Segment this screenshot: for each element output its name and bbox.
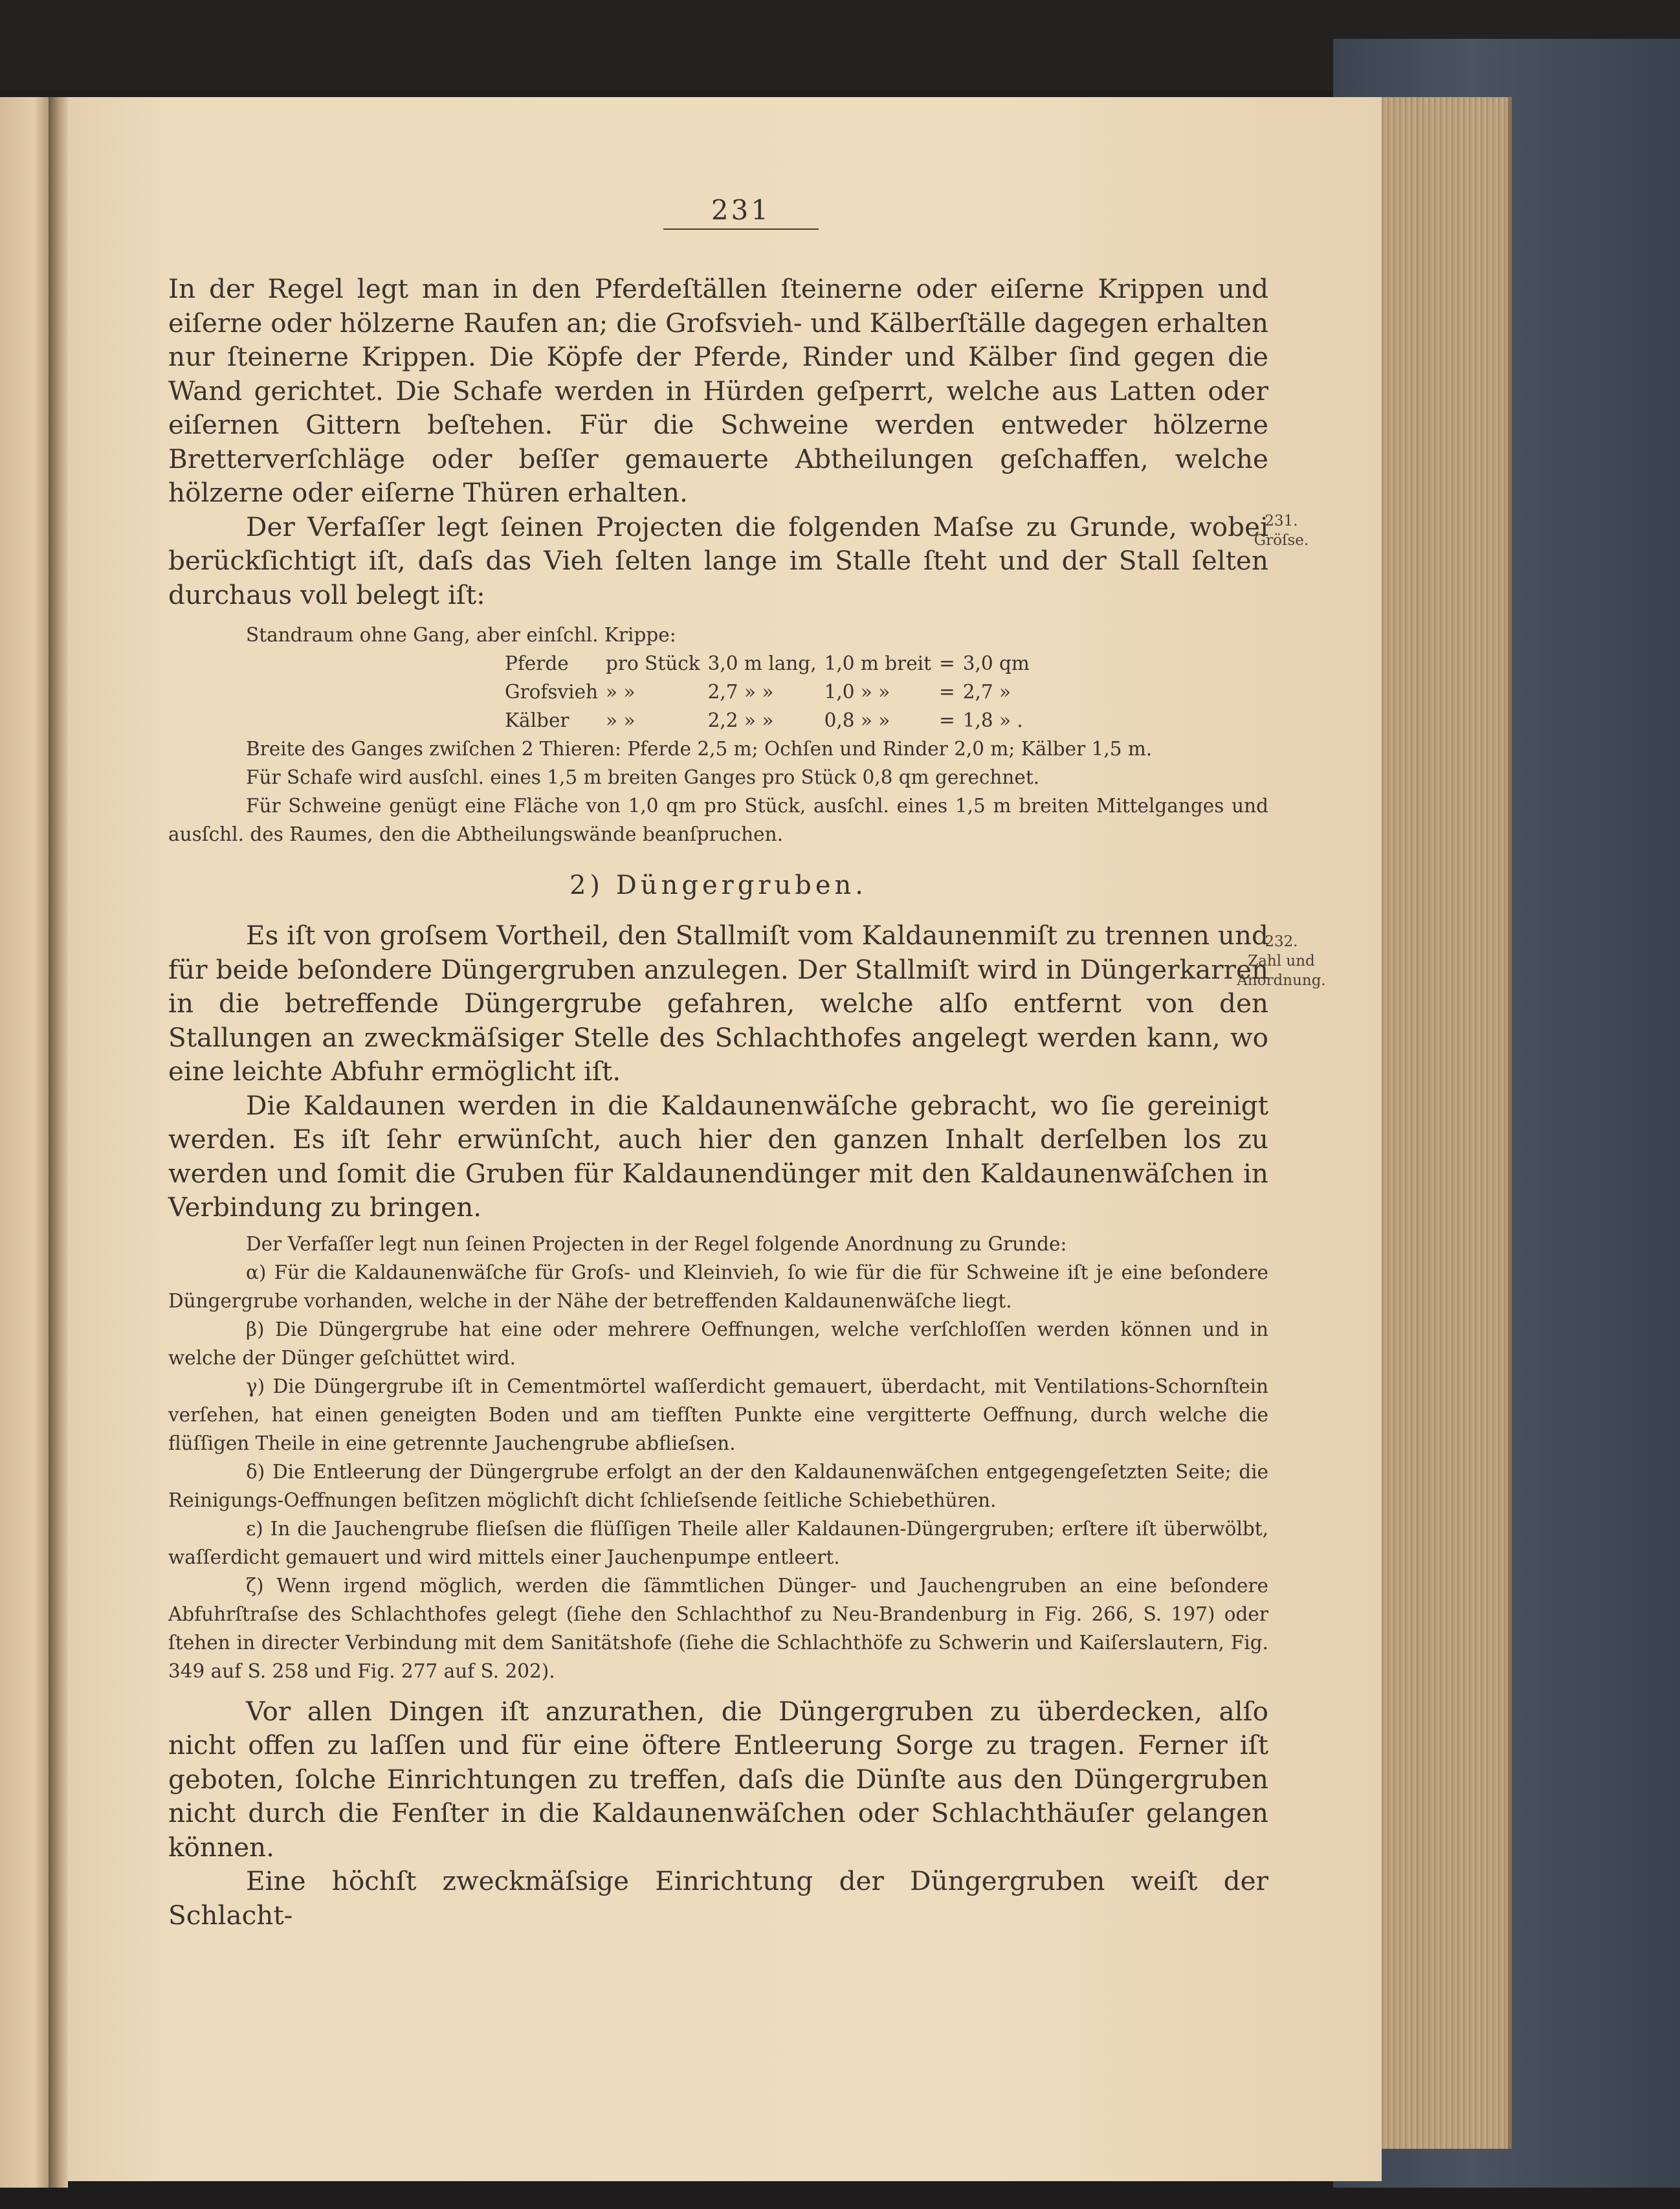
table-row [505,649,1037,678]
small-paragraph: α) Für die Kaldaunenwäſche für Groſs- und Kleinvieh, ſo wie für die für Schweine iſt je eine beſondere Düngergrube vorhanden, welche in der Nähe der betreffenden Kaldaunenwäſche liegt. [168,1261,1268,1312]
page-number: 231 [663,194,819,230]
paragraph: Es iſt von groſsem Vortheil, den Stallmiſt vom Kaldaunenmiſt zu trennen und für beide beſondere Düngergruben anzulegen. Der Stallmiſt wird in Düngerkarren in die betreffende Düngergrube gefahren, welche alſo entfernt von den Stallungen an zweckmäſsiger Stelle des Schlachthofes angelegt werden kann, wo eine leichte Abfuhr ermöglicht iſt. [168,920,1268,1087]
table-cell: Grofsvieh [505,681,599,703]
small-paragraph: ε) In die Jauchengrube flieſsen die flüſſigen Theile aller Kaldaunen-Düngergruben; erſtere iſt überwölbt, waſſerdicht gemauert und wird mittels einer Jauchenpumpe entleert. [168,1517,1268,1568]
margin-note-number: 232. [1265,933,1298,950]
table-cell: 2,7 » [962,681,1011,703]
small-print-block [168,1230,1268,1685]
table-cell: » » [606,681,636,703]
table-cell: Pferde [505,652,569,674]
small-paragraph: Für Schweine genügt eine Fläche von 1,0 qm pro Stück, ausſchl. eines 1,5 m breiten Mittelganges und ausſchl. des Raumes, den die Abtheilungswände beanſpruchen. [168,795,1268,845]
table-cell: = [938,709,955,731]
page-stack-edges [1378,97,1512,2149]
table-cell: Kälber [505,709,569,731]
small-paragraph: ζ) Wenn irgend möglich, werden die ſämmtlichen Dünger- und Jauchengruben an eine beſondere Abfuhrſtraſse des Schlachthofes gelegt (ſiehe den Schlachthof zu Neu-Brandenburg in Fig. 266, S. 197) oder ſtehen in directer Verbindung mit dem Sanitätshofe (ſiehe die Schlachthöfe zu Schwerin und Kaiſerslautern, Fig. 349 auf S. 258 und Fig. 277 auf S. 202). [168,1574,1268,1682]
section-heading: 2) Düngergruben. [569,871,867,900]
table-cell: = [938,681,955,703]
margin-note-label: Zahl und Anordnung. [1237,953,1326,989]
paragraph: Eine höchſt zweckmäſsige Einrichtung der Düngergruben weiſt der Schlacht- [168,1865,1268,1931]
page-body [168,272,1268,1932]
table-cell: = [938,652,955,674]
table-cell: 0,8 » » [824,709,890,731]
table-cell: pro Stück [606,652,700,674]
margin-note-label: Gröſse. [1254,532,1309,549]
book-page [68,97,1382,2181]
book-gutter [49,97,68,2188]
standraum-block [168,621,1268,735]
paragraph: Der Verfaſſer legt ſeinen Projecten die folgenden Maſse zu Grunde, wobei berückſichtigt iſt, daſs das Vieh ſelten lange im Stalle ſteht und der Stall ſelten durchaus voll belegt iſt: [168,511,1268,610]
margin-note-number: 231. [1265,513,1298,529]
small-paragraph: δ) Die Entleerung der Düngergrube erfolgt an der den Kaldaunenwäſchen entgegengeſetzten Seite; die Reinigungs-Oeffnungen beſitzen möglichſt dicht ſchlieſsende ſeitliche Schiebethüren. [168,1460,1268,1511]
small-paragraph: γ) Die Düngergrube iſt in Cementmörtel waſſerdicht gemauert, überdacht, mit Ventilations-Schornſtein verſehen, hat einen geneigten Boden und am tiefſten Punkte eine vergitterte Oeffnung, durch welche die flüſſigen Theile in eine getrennte Jauchengrube abflieſsen. [168,1375,1268,1454]
table-cell: 1,8 » . [962,709,1023,731]
paragraph: Die Kaldaunen werden in die Kaldaunenwäſche gebracht, wo ſie gereinigt werden. Es iſt ſehr erwünſcht, auch hier den ganzen Inhalt derſelben los zu werden und ſomit die Gruben für Kaldaunendünger mit den Kaldaunenwäſchen in Verbindung zu bringen. [168,1089,1268,1223]
standraum-intro: Standraum ohne Gang, aber einſchl. Krippe: [246,624,676,646]
table-cell: 1,0 m breit [824,652,931,674]
table-row [505,706,1037,735]
standraum-table [505,649,1037,735]
table-cell: » » [606,709,636,731]
table-cell: 1,0 » » [824,681,890,703]
table-cell: 2,7 » » [707,681,774,703]
table-row [505,678,1037,706]
paragraph: In der Regel legt man in den Pferdeſtällen ſteinerne oder eiſerne Krippen und eiſerne oder hölzerne Raufen an; die Grofsvieh- und Kälberſtälle dagegen erhalten nur ſteinerne Krippen. Die Köpfe der Pferde, Rinder und Kälber ſind gegen die Wand gerichtet. Die Schafe werden in Hürden geſperrt, welche aus Latten oder eiſernen Gittern beſtehen. Für die Schweine werden entweder hölzerne Bretterverſchläge oder beſſer gemauerte Abtheilungen geſchaffen, welche hölzerne oder eiſerne Thüren erhalten. [168,273,1268,508]
small-paragraph: Für Schafe wird ausſchl. eines 1,5 m breiten Ganges pro Stück 0,8 qm gerechnet. [246,766,1040,788]
small-paragraph: Der Verfaſſer legt nun ſeinen Projecten in der Regel folgende Anordnung zu Grunde: [246,1232,1067,1255]
table-cell: 2,2 » » [707,709,774,731]
table-cell: 3,0 m lang, [707,652,817,674]
table-cell: 3,0 qm [962,652,1030,674]
paragraph: Vor allen Dingen iſt anzurathen, die Düngergruben zu überdecken, alſo nicht offen zu laſſen und für eine öftere Entleerung Sorge zu tragen. Ferner iſt geboten, ſolche Einrichtungen zu treffen, daſs die Dünſte aus den Düngergruben nicht durch die Fenſter in die Kaldaunenwäſchen oder Schlachthäuſer gelangen können. [168,1695,1268,1863]
left-page-edge [0,97,49,2188]
small-paragraph: β) Die Düngergrube hat eine oder mehrere Oeffnungen, welche verſchloſſen werden können und in welche der Dünger geſchüttet wird. [168,1318,1268,1369]
small-paragraph: Breite des Ganges zwiſchen 2 Thieren: Pferde 2,5 m; Ochſen und Rinder 2,0 m; Kälber 1,5 m. [246,738,1153,760]
